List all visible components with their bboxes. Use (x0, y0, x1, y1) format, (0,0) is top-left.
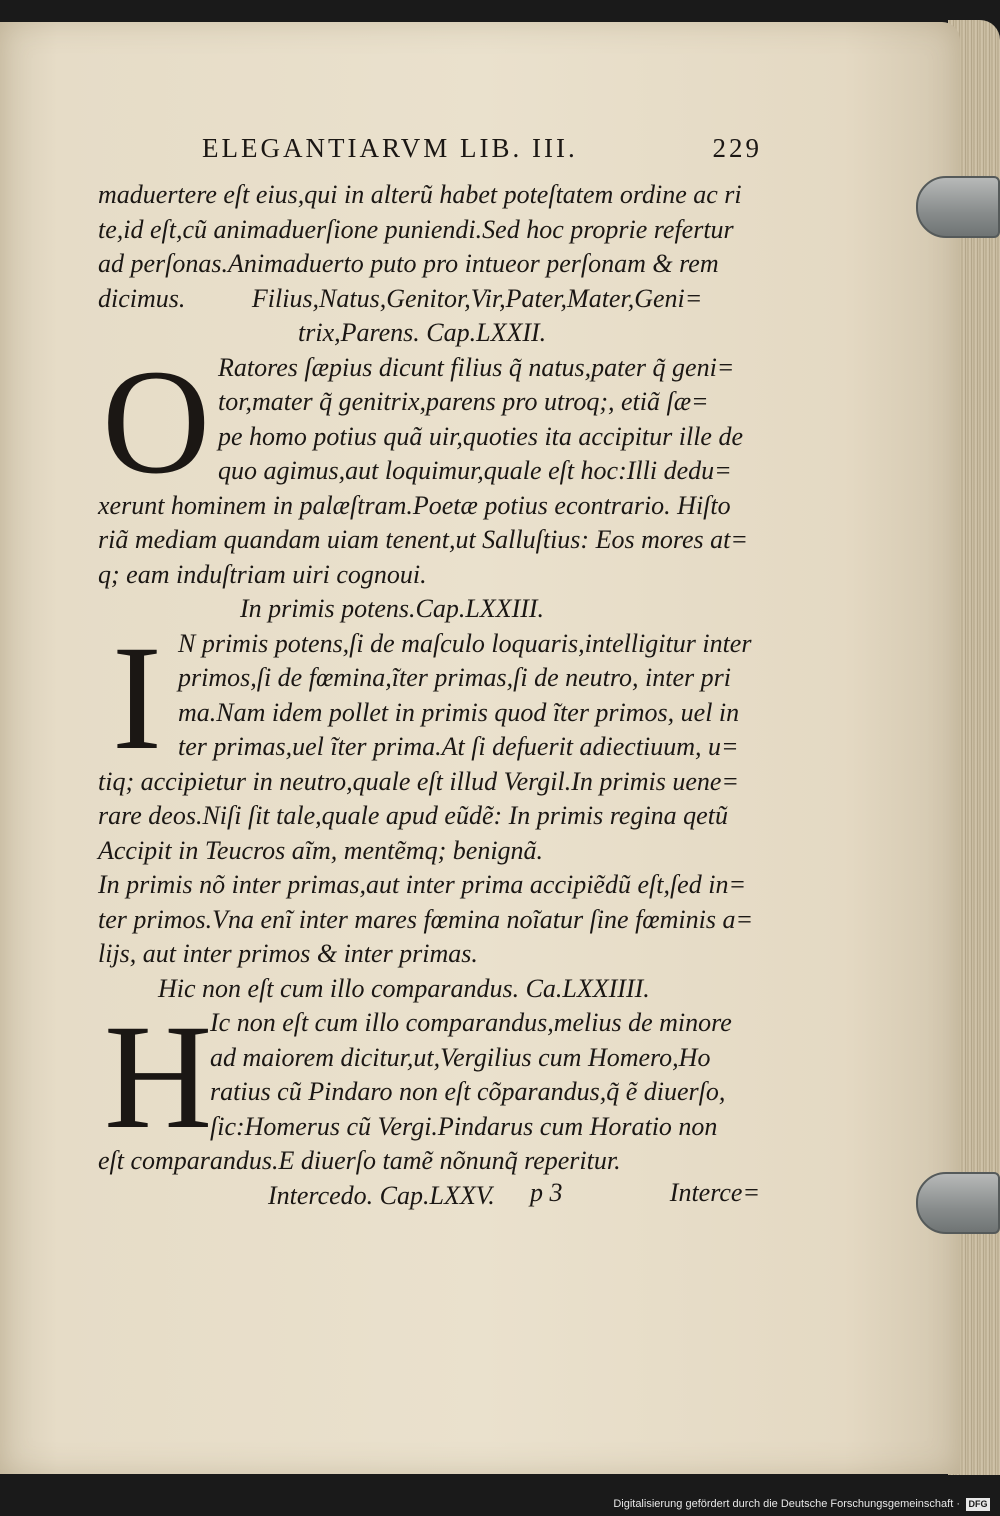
text-line: maduertere eſt eius,qui in alterũ habet poteſtatem ordine ac ri (98, 180, 742, 209)
text-line: pe homo potius quã uir,quoties ita accipitur ille de (218, 421, 744, 451)
text-line: ſic:Homerus cũ Vergi.Pindarus cum Horatio non (210, 1111, 718, 1141)
text-line: N primis potens,ſi de maſculo loquaris,intelligitur inter (178, 628, 752, 658)
text-line: ad perſonas.Animaduerto puto pro intueor perſonam & rem (98, 249, 719, 278)
text-line: lijs, aut inter primos & inter primas. (98, 939, 478, 968)
section-h (98, 994, 768, 1179)
text-line: te,id eſt,cũ animaduerſione puniendi.Sed hoc proprie refertur (98, 214, 734, 244)
chapter-heading-72a: Filius,Natus,Genitor,Vir,Pater,Mater,Geni= (251, 283, 703, 313)
dropcap-i: I (112, 614, 162, 781)
book-clip-top (916, 176, 1000, 238)
chapter-heading-74: Hic non eſt cum illo comparandus. Ca.LXXIIII. (158, 973, 650, 1003)
text-line: Ratores ſæpius dicunt filius q̃ natus,pater q̃ geni= (218, 352, 735, 382)
dropcap-h: H (104, 994, 213, 1160)
text-line: Accipit in Teucros aĩm, mentẽmq; benignã. (98, 835, 544, 865)
dfg-logo: DFG (966, 1498, 990, 1511)
chapter-heading-72b: trix,Parens. Cap.LXXII. (298, 318, 547, 347)
text-line: tiq; accipietur in neutro,quale eſt illud Vergil.In primis uene= (98, 766, 739, 796)
text-line: ter primos.Vna enĩ inter mares fœmina noĩatur ſine fœminis a= (98, 904, 754, 934)
text-line: ratius cũ Pindaro non eſt cõparandus,q̃ ẽ diuerſo, (210, 1077, 726, 1106)
chapter-heading-75: Intercedo. Cap.LXXV. (268, 1180, 495, 1210)
section-o (98, 338, 768, 593)
text-line: In primis nõ inter primas,aut inter prima accipiẽdũ eſt,ſed in= (98, 870, 746, 899)
page-footer (530, 1178, 760, 1208)
text-line: ma.Nam idem pollet in primis quod ĩter primos, uel in (178, 697, 740, 727)
text-line: primos,ſi de fœmina,ĩter primas,ſi de neutro, inter pri (178, 663, 731, 692)
running-header (202, 133, 762, 164)
text-line: Ic non eſt cum illo comparandus,melius de minore (210, 1008, 732, 1037)
page-number: 229 (712, 133, 762, 163)
running-title: ELEGANTIARVM LIB. III. (202, 133, 578, 163)
text-line: riã mediam quandam uiam tenent,ut Salluſtius: Eos mores at= (98, 525, 748, 554)
catchword: Interce= (669, 1178, 760, 1207)
book-clip-bottom (916, 1172, 1000, 1234)
text-line: quo agimus,aut loquimur,quale eſt hoc:Illi dedu= (218, 456, 732, 485)
body-text (98, 178, 768, 1213)
section-i (98, 614, 768, 972)
digitization-credit: Digitalisierung gefördert durch die Deutsche Forschungsgemeinschaft · (613, 1498, 960, 1510)
signature-mark: p 3 (530, 1178, 563, 1207)
dropcap-o: O (102, 338, 211, 505)
text-line: tor,mater q̃ genitrix,parens pro utroq;, etiã ſæ= (218, 387, 709, 416)
text-line: dicimus. (98, 283, 186, 313)
chapter-heading-73: In primis potens.Cap.LXXIII. (240, 594, 545, 623)
text-line: xerunt hominem in palæſtram.Poetæ potius econtrario. Hiſto (98, 490, 731, 520)
text-line: eſt comparandus.E diuerſo tamẽ nõnunq̃ reperitur. (98, 1146, 621, 1175)
text-line: ad maiorem dicitur,ut,Vergilius cum Homero,Ho (210, 1042, 711, 1072)
text-line: rare deos.Niſi ſit tale,quale apud eũdẽ: In primis regina qetũ (98, 801, 728, 830)
text-line: q; eam induſtriam uiri cognoui. (98, 559, 427, 589)
text-line: ter primas,uel ĩter prima.At ſi defuerit adiectiuum, u= (178, 732, 739, 761)
